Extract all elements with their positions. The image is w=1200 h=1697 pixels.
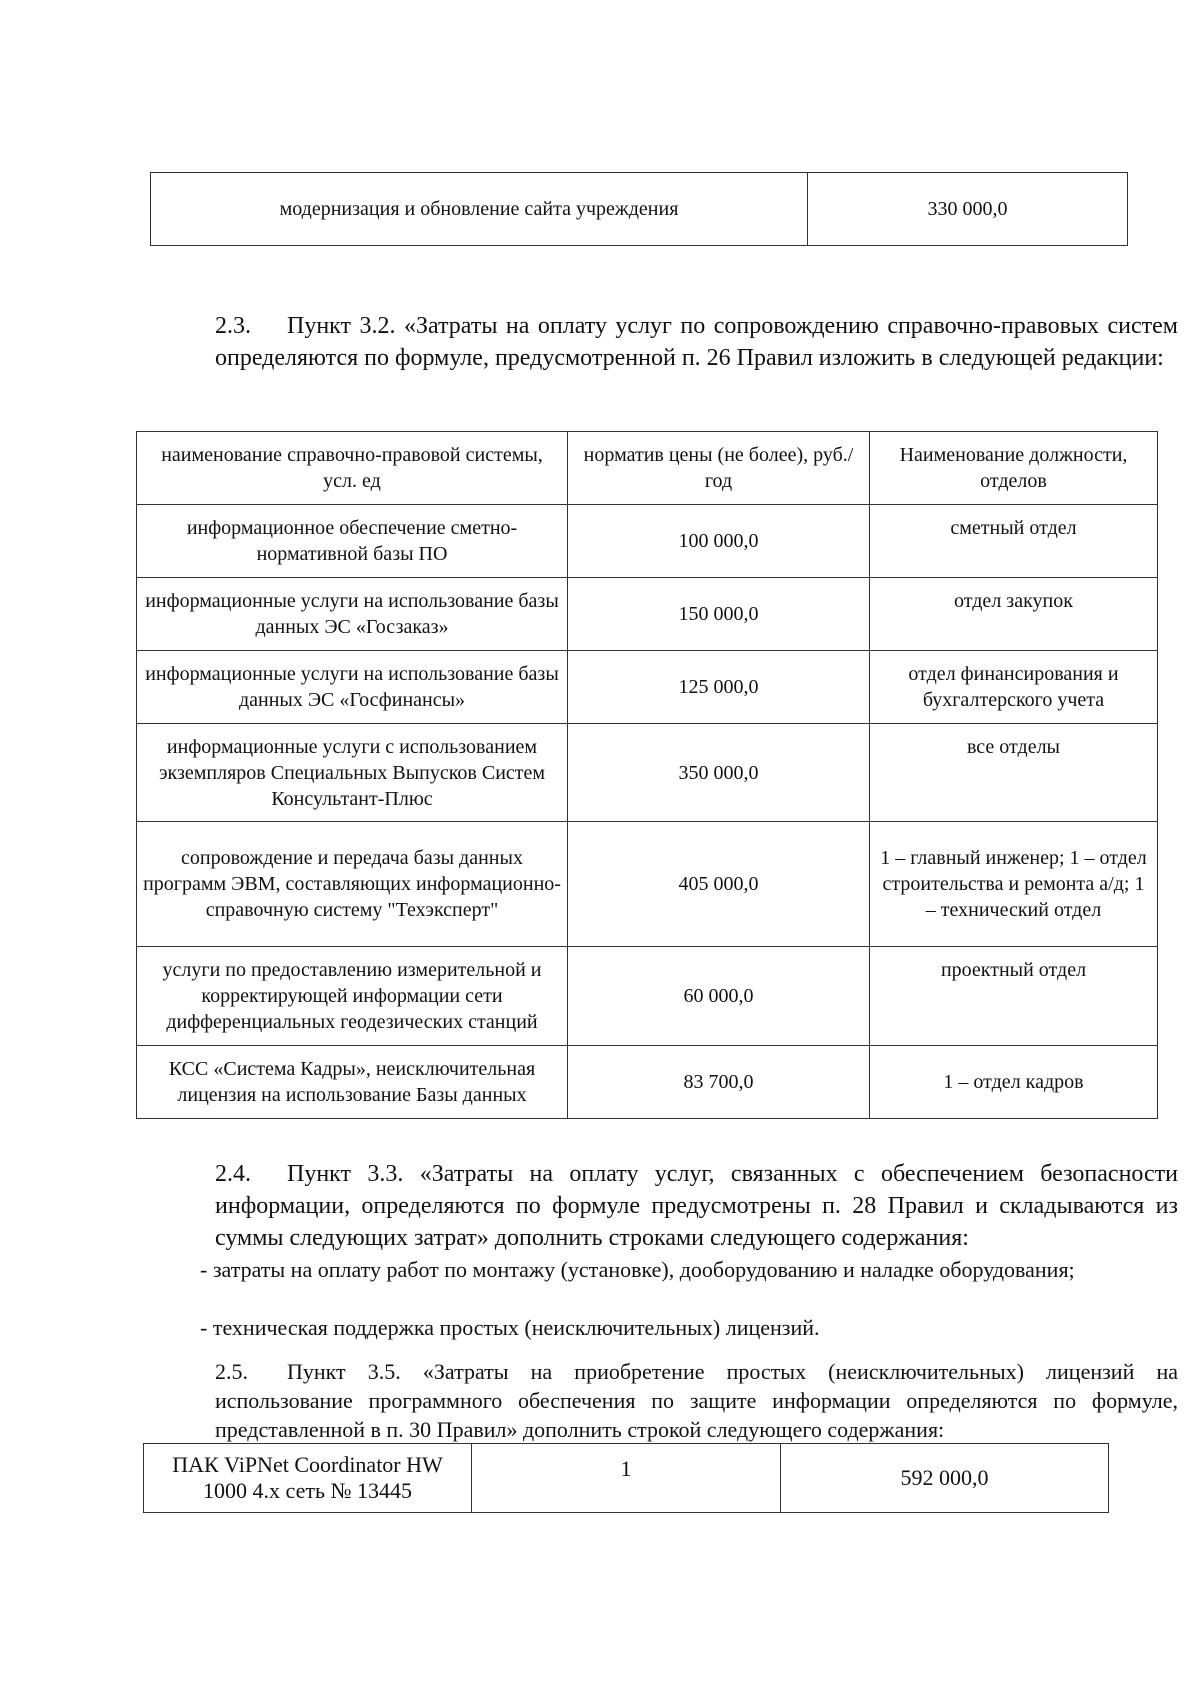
section-number: 2.3. bbox=[215, 313, 251, 339]
department-cell: 1 – отдел кадров bbox=[870, 1046, 1158, 1119]
price-cell: 60 000,0 bbox=[568, 947, 870, 1046]
quantity-cell: 1 bbox=[472, 1444, 781, 1513]
price-cell: 405 000,0 bbox=[568, 822, 870, 947]
section-text: Пункт 3.3. «Затраты на оплату услуг, связанных с обеспечением безопасности информации, определяются по формуле предусмотрены п. 28 Правил и складываются из суммы следующих затрат» дополнить строками следующего содержания: bbox=[215, 1161, 1178, 1251]
price-cell: 83 700,0 bbox=[568, 1046, 870, 1119]
system-name-cell: информационные услуги на использование базы данных ЭС «Госзаказ» bbox=[137, 578, 568, 651]
column-header-price: норматив цены (не более), руб./год bbox=[568, 432, 870, 505]
price-cell: 350 000,0 bbox=[568, 724, 870, 822]
department-cell: сметный отдел bbox=[870, 505, 1158, 578]
table-row bbox=[137, 947, 1158, 1046]
bullet-item: - техническая поддержка простых (неисключительных) лицензий. bbox=[200, 1315, 820, 1340]
section-text: Пункт 3.5. «Затраты на приобретение простых (неисключительных) лицензий на использование программного обеспечения по защите информации определяются по формуле, представленной в п. 30 Правил» дополнить строкой следующего содержания: bbox=[215, 1359, 1178, 1442]
system-name-cell: информационные услуги на использование базы данных ЭС «Госфинансы» bbox=[137, 651, 568, 724]
system-name-cell: КСС «Система Кадры», неисключительная лицензия на использование Базы данных bbox=[137, 1046, 568, 1119]
table-row bbox=[151, 173, 1128, 246]
price-cell: 125 000,0 bbox=[568, 651, 870, 724]
top-table bbox=[150, 172, 1128, 246]
department-cell: проектный отдел bbox=[870, 947, 1158, 1046]
legal-systems-table bbox=[136, 431, 1158, 1119]
section-number: 2.4. bbox=[215, 1161, 251, 1187]
table-row bbox=[137, 822, 1158, 947]
service-name-cell: модернизация и обновление сайта учреждения bbox=[151, 173, 808, 246]
department-cell: отдел финансирования и бухгалтерского учета bbox=[870, 651, 1158, 724]
license-table bbox=[143, 1443, 1109, 1513]
department-cell: отдел закупок bbox=[870, 578, 1158, 651]
system-name-cell: услуги по предоставлению измерительной и корректирующей информации сети дифференциальных геодезических станций bbox=[137, 947, 568, 1046]
table-row bbox=[137, 505, 1158, 578]
column-header-dept: Наименование должности, отделов bbox=[870, 432, 1158, 505]
price-cell: 100 000,0 bbox=[568, 505, 870, 578]
system-name-cell: сопровождение и передача базы данных программ ЭВМ, составляющих информационно- справочную систему "Техэксперт" bbox=[137, 822, 568, 947]
section-2-3 bbox=[145, 310, 1178, 374]
system-name-cell: информационные услуги с использованием экземпляров Специальных Выпусков Систем Консультант-Плюс bbox=[137, 724, 568, 822]
table-row bbox=[144, 1444, 1109, 1513]
section-text: Пункт 3.2. «Затраты на оплату услуг по сопровождению справочно-правовых систем определяются по формуле, предусмотренной п. 26 Правил изложить в следующей редакции: bbox=[215, 313, 1178, 371]
price-cell: 150 000,0 bbox=[568, 578, 870, 651]
table-header-row bbox=[137, 432, 1158, 505]
table-row bbox=[137, 578, 1158, 651]
price-cell: 330 000,0 bbox=[808, 173, 1128, 246]
column-header-name: наименование справочно-правовой системы, усл. ед bbox=[137, 432, 568, 505]
department-cell: все отделы bbox=[870, 724, 1158, 822]
system-name-cell: информационное обеспечение сметно-нормативной базы ПО bbox=[137, 505, 568, 578]
table-row bbox=[137, 651, 1158, 724]
department-cell: 1 – главный инженер; 1 – отдел строительства и ремонта а/д; 1 – технический отдел bbox=[870, 822, 1158, 947]
table-row bbox=[137, 724, 1158, 822]
section-2-4 bbox=[145, 1158, 1178, 1254]
section-2-5 bbox=[145, 1357, 1178, 1444]
bullet-item: - затраты на оплату работ по монтажу (установке), дооборудованию и наладке оборудования; bbox=[200, 1257, 1075, 1282]
product-name-cell: ПАК ViPNet Coordinator HW 1000 4.x сеть № 13445 bbox=[144, 1444, 472, 1513]
price-cell: 592 000,0 bbox=[781, 1444, 1109, 1513]
table-row bbox=[137, 1046, 1158, 1119]
section-number: 2.5. bbox=[215, 1359, 248, 1384]
